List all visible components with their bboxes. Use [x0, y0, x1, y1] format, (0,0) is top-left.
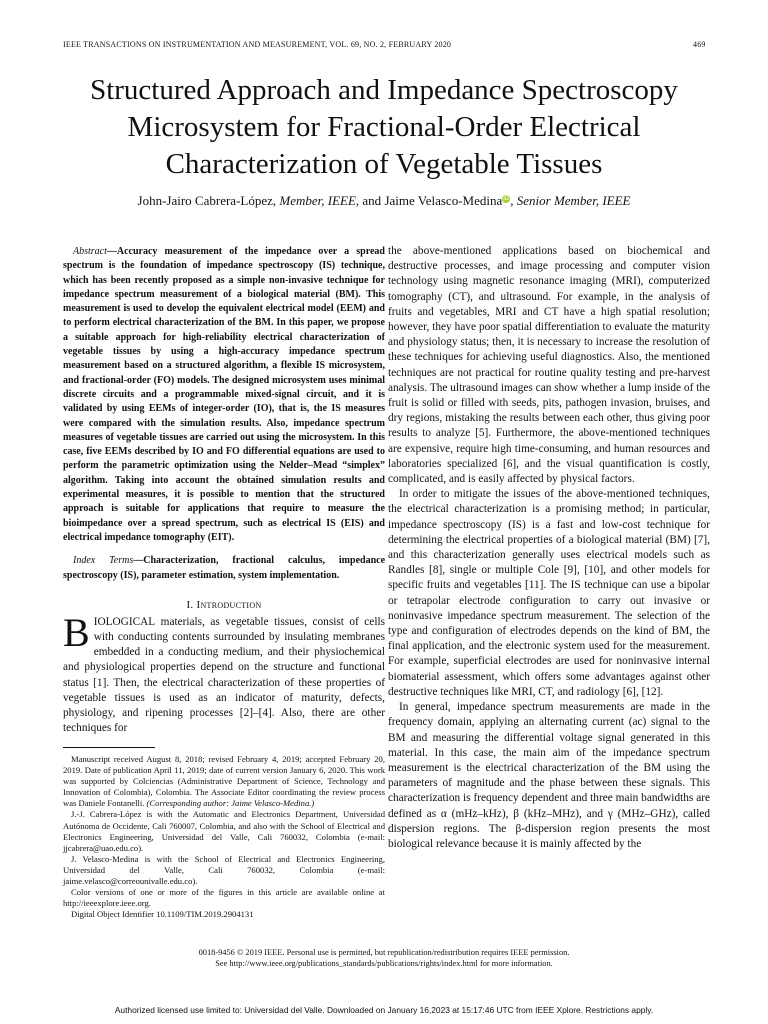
footnote-corresponding: (Corresponding author: Jaime Velasco-Medina.) [146, 798, 315, 809]
index-terms-text: Characterization, fractional calculus, impedance spectroscopy (IS), parameter estimation, system implementation. [63, 555, 386, 581]
drop-cap: B [63, 609, 90, 655]
section-title: Introduction [196, 598, 262, 611]
abstract: Abstract—Accuracy measurement of the impedance over a spread spectrum is the foundation of impedance spectroscopy (IS) technique, which has been recently proposed as a simple non-invasive technique for impedance spectrum measurement of a biological material (BM). This measurement is used to develop the equivalent electrical model (EEM) and to perform electrical characterization of the BM. In this paper, we propose a suitable approach for high-reliability electrical characterization of vegetable tissues by using a high-accuracy impedance spectrum measurement based on a structured algorithm, a flexible IS microsystem, and fractional-order (FO) models. The designed microsystem uses minimal discrete circuits and a programmable mixed-signal circuit, and it is validated by using EEMs of integer-order (IO), that is, the IS measures were compared with the simulation results. Also, impedance spectrum measures of vegetable tissues are carried out using the microsystem. In this case, five EEMs described by IO and FO differential equations are used to perform the parametric optimization using the Nelder–Mead “simplex” algorithm. Taking into account the obtained simulation results and experimental measures, it is possible to mention that the structured approach is suitable for applications that require to measure the bioimpedance over a spread spectrum, such as electrical IS (EIS) and electrical impedance tomography (EIT). [63, 246, 385, 543]
body-paragraph-1: the above-mentioned applications based on biochemical and destructive processes, and image processing and computer vision technology using magnetic resonance imaging (MRI), computerized tomography (CT), and ultrasound. For example, in the analysis of fruits and vegetables, MRI and CT have a high spatial resolution; however, they have poor spatial differentiation to evaluate the maturity and physiology status; then, it is necessary to increase the resolution of these techniques for achieving useful diagnostics. Also, the mentioned techniques are not practical for routine quality testing and pre-harvest analysis. The ultrasound images can show whether a lump inside of the fruit is solid or filled with seeds, pits, pathogen invasion, bruises, and dry regions, mistaking the results between each other, thus giving poor results to analyze [5]. Furthermore, the above-mentioned techniques are expensive, require high time-consuming, and human resources and laboratories specialized [6], and the visual quantification is costly, complicated, and is easily affected by physical factors. [388, 245, 710, 486]
running-header-journal: IEEE TRANSACTIONS ON INSTRUMENTATION AND MEASUREMENT, VOL. 69, NO. 2, FEBRUARY 2020 [63, 40, 452, 49]
right-column [388, 244, 710, 852]
section-number: I. [186, 598, 194, 611]
title-line-2: Microsystem for Fractional-Order Electrical [127, 111, 641, 143]
title-line-3: Characterization of Vegetable Tissues [165, 148, 603, 180]
orcid-icon[interactable]: iD [503, 195, 510, 202]
intro-text: materials, as vegetable tissues, consist of cells with conducting contents surrounded by insulating membranes embedded in a conducting medium, and their physiochemical and physiological properties depend on the structure and functional status [1]. Then, the electrical characterization of these properties of vegetable tissues is used as an indicator of maturity, defects, physiology, and ripening processes [2]–[4]. Also, there are other techniques for [63, 615, 385, 735]
copyright-line-2: See http://www.ieee.org/publications_standards/publications/rights/index.html for more information. [215, 959, 553, 968]
footnote-author-2: J. Velasco-Medina is with the School of Electrical and Electronics Engineering, Universidad del Valle, Cali 760032, Colombia (e-mail: jaime.velasco@correounivalle.edu.co). [63, 853, 385, 887]
copyright-notice [63, 947, 705, 969]
paper-title [40, 72, 728, 183]
footnote-rule [63, 747, 155, 748]
index-terms: Index Terms—Characterization, fractional calculus, impedance spectroscopy (IS), parameter estimation, system implementation. [63, 555, 386, 581]
title-line-1: Structured Approach and Impedance Spectroscopy [90, 74, 678, 106]
author-conjunction: , and [355, 193, 385, 208]
author-2-role: Senior Member, IEEE [516, 193, 631, 208]
footnote-manuscript [63, 754, 385, 809]
author-2-name: Jaime Velasco-Medina [384, 193, 503, 208]
left-column [63, 245, 385, 736]
body-paragraph-3: In general, impedance spectrum measurements are made in the frequency domain, applying an alternating current (ac) signal to the BM and measuring the differential voltage signal generated in this material. In this case, the main aim of the impedance spectrum measurement is the electrical characterization of the BM using the parameters of magnitude and the phase between these signals. This characterization is frequency dependent and three main bandwidths are defined as α (mHz–kHz), β (kHz–MHz), and γ (MHz–GHz), called dispersion regions. The β-dispersion region presents the most biological relevance because it is mainly affected by the [388, 701, 710, 850]
author-list: John-Jairo Cabrera-López, Member, IEEE, and Jaime Velasco-MedinaiD, Senior Member, IEEE [137, 193, 631, 208]
abstract-label: Abstract [73, 246, 107, 257]
intro-first-word: IOLOGICAL [93, 615, 156, 628]
author-1-name: John-Jairo Cabrera-López [137, 193, 273, 208]
index-terms-label: Index Terms [73, 555, 134, 567]
abstract-text: Accuracy measurement of the impedance over a spread spectrum is the foundation of impedance spectroscopy (IS) technique, which has been recently proposed as a simple non-invasive technique for impedance spectrum measurement of a biological material (BM). This measurement is used to develop the equivalent electrical model (EEM) and to perform electrical characterization of the BM. In this paper, we propose a suitable approach for high-reliability electrical characterization of vegetable tissues by using a high-accuracy impedance spectrum measurement based on a structured algorithm, a flexible IS microsystem, and fractional-order (FO) models. The designed microsystem uses minimal discrete circuits and a programmable mixed-signal circuit, and it is validated by using EEMs of integer-order (IO), that is, the IS measures were compared with the simulation results. Also, impedance spectrum measures of vegetable tissues are carried out using the microsystem. In this case, five EEMs described by IO and FO differential equations are used to perform the parametric optimization using the Nelder–Mead “simplex” algorithm. Taking into account the obtained simulation results and experimental measures, it is possible to mention that the structured approach is suitable for applications that require to measure the bioimpedance over a spread spectrum, such as electrical IS (EIS) and electrical impedance tomography (EIT). [63, 246, 385, 543]
page-number: 469 [693, 40, 706, 49]
footnote-manuscript-text: Manuscript received August 8, 2018; revised February 4, 2019; accepted February 20, 2019. Date of publication April 11, 2019; date of current version January 6, 2020. This work was supported by Colciencias (Administrative Department of Science, Technology and Innovation of Colombia), Colombia. The Associate Editor coordinating the review process was Daniele Fontanelli. [63, 754, 385, 809]
body-paragraph-2: In order to mitigate the issues of the above-mentioned techniques, the electrical characterization is a promising method; in particular, impedance spectroscopy (IS) is a fast and low-cost technique for determining the electrical properties of a biological material (BM) [7], and this characterization generally uses electrical models such as Randles [8], single or multiple Cole [9], [10], and other models for specific fruits and vegetables [11]. The IS technique can use a bipolar or tetrapolar electrode configuration to carry out invasive or noninvasive impedance spectrum measurement. The selection of the type and configuration of electrodes depends on the kind of BM, the final application, and the electronic system used for the measurement. For example, superficial electrodes are used for noninvasive internal biomaterial assessment, which offers some advantages against other destructive techniques like MRI, CT, and radiology [6], [12]. [388, 488, 710, 698]
section-heading [63, 599, 385, 611]
intro-paragraph [63, 609, 385, 737]
footnote-doi: Digital Object Identifier 10.1109/TIM.2019.2904131 [71, 909, 254, 920]
footnote-author-1: J.-J. Cabrera-López is with the Automatic and Electronics Department, Universidad Autónoma de Occidente, Cali 760007, Colombia, and also with the School of Electrical and Electronics Engineering, Universidad del Valle, Cali 760032, Colombia (e-mail: jjcabrera@uao.edu.co). [63, 809, 385, 853]
authorized-use-notice: Authorized licensed use limited to: Universidad del Valle. Downloaded on January 16,2023 at 15:17:46 UTC from IEEE Xplore. Restrictions apply. [114, 1005, 654, 1015]
footnotes [63, 754, 385, 920]
author-1-role: Member, IEEE [279, 193, 356, 208]
copyright-line-1: 0018-9456 © 2019 IEEE. Personal use is permitted, but republication/redistribution requires IEEE permission. [198, 948, 570, 957]
footnote-color: Color versions of one or more of the figures in this article are available online at http://ieeexplore.ieee.org. [63, 887, 385, 909]
